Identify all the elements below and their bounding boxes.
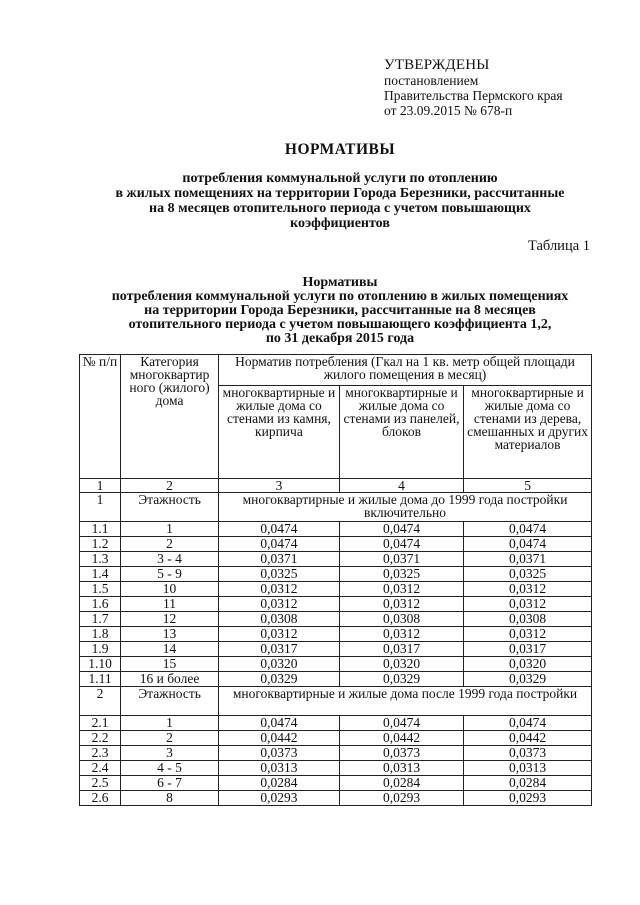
row-floors: 12	[121, 612, 219, 627]
table-row	[80, 567, 592, 582]
column-number: 2	[121, 479, 219, 493]
column-number: 4	[339, 479, 463, 493]
row-floors: 14	[121, 642, 219, 657]
row-no: 1.11	[80, 672, 121, 687]
value-stone: 0,0371	[219, 552, 340, 567]
row-floors: 4 - 5	[121, 761, 219, 776]
row-no: 2.2	[80, 731, 121, 746]
section-category: Этажность	[121, 687, 219, 716]
column-number: 3	[219, 479, 340, 493]
table-row	[80, 582, 592, 597]
value-panel: 0,0474	[339, 537, 463, 552]
header-norm: Норматив потребления (Гкал на 1 кв. метр общей площади жилого помещения в месяц)	[219, 355, 592, 386]
title-line: в жилых помещениях на территории Города Березники, рассчитанные	[115, 186, 565, 201]
value-panel: 0,0312	[339, 582, 463, 597]
row-no: 2.3	[80, 746, 121, 761]
title-line: коэффициентов	[290, 216, 390, 231]
section-row	[80, 687, 592, 716]
value-wood: 0,0308	[464, 612, 592, 627]
row-floors: 1	[121, 716, 219, 731]
value-panel: 0,0474	[339, 716, 463, 731]
row-floors: 1	[121, 522, 219, 537]
row-floors: 5 - 9	[121, 567, 219, 582]
row-floors: 3 - 4	[121, 552, 219, 567]
value-stone: 0,0293	[219, 791, 340, 806]
value-stone: 0,0284	[219, 776, 340, 791]
table-row	[80, 672, 592, 687]
value-wood: 0,0442	[464, 731, 592, 746]
row-floors: 2	[121, 731, 219, 746]
document-title	[40, 142, 640, 231]
approval-line: постановлением	[384, 73, 479, 88]
value-stone: 0,0474	[219, 716, 340, 731]
row-no: 1.3	[80, 552, 121, 567]
value-wood: 0,0325	[464, 567, 592, 582]
row-floors: 15	[121, 657, 219, 672]
value-wood: 0,0474	[464, 716, 592, 731]
value-stone: 0,0313	[219, 761, 340, 776]
section-row	[80, 493, 592, 522]
table-title-line: потребления коммунальной услуги по отоплению в жилых помещениях	[111, 289, 569, 304]
value-panel: 0,0320	[339, 657, 463, 672]
column-number: 5	[464, 479, 592, 493]
value-wood: 0,0312	[464, 597, 592, 612]
row-floors: 2	[121, 537, 219, 552]
table-row	[80, 552, 592, 567]
table-heading: Нормативы	[302, 275, 378, 290]
title-line: на 8 месяцев отопительного периода с учетом повышающих	[149, 201, 531, 216]
table-row	[80, 746, 592, 761]
value-wood: 0,0312	[464, 627, 592, 642]
row-floors: 13	[121, 627, 219, 642]
row-floors: 6 - 7	[121, 776, 219, 791]
value-stone: 0,0474	[219, 522, 340, 537]
value-wood: 0,0313	[464, 761, 592, 776]
value-panel: 0,0373	[339, 746, 463, 761]
value-wood: 0,0293	[464, 791, 592, 806]
value-wood: 0,0320	[464, 657, 592, 672]
norms-table	[79, 354, 592, 806]
value-wood: 0,0317	[464, 642, 592, 657]
table-row	[80, 597, 592, 612]
table-row	[80, 731, 592, 746]
table-row	[80, 776, 592, 791]
row-no: 1.4	[80, 567, 121, 582]
table-row	[80, 612, 592, 627]
section-description: многоквартирные и жилые дома после 1999 года постройки	[219, 687, 592, 716]
value-panel: 0,0313	[339, 761, 463, 776]
value-stone: 0,0308	[219, 612, 340, 627]
row-no: 1.9	[80, 642, 121, 657]
title-line: потребления коммунальной услуги по отоплению	[182, 171, 498, 186]
value-wood: 0,0373	[464, 746, 592, 761]
value-panel: 0,0293	[339, 791, 463, 806]
value-panel: 0,0284	[339, 776, 463, 791]
value-panel: 0,0474	[339, 522, 463, 537]
value-stone: 0,0312	[219, 597, 340, 612]
value-stone: 0,0329	[219, 672, 340, 687]
table-row	[80, 791, 592, 806]
value-panel: 0,0371	[339, 552, 463, 567]
value-stone: 0,0373	[219, 746, 340, 761]
table-title	[40, 276, 640, 346]
row-floors: 8	[121, 791, 219, 806]
table-label: Таблица 1	[528, 238, 591, 254]
header-no: № п/п	[80, 355, 121, 479]
approval-line: Правительства Пермского края	[384, 88, 563, 103]
value-stone: 0,0325	[219, 567, 340, 582]
table-row	[80, 522, 592, 537]
row-floors: 10	[121, 582, 219, 597]
section-no: 1	[80, 493, 121, 522]
value-wood: 0,0474	[464, 522, 592, 537]
value-wood: 0,0312	[464, 582, 592, 597]
row-no: 2.4	[80, 761, 121, 776]
column-number-row	[80, 479, 592, 493]
value-wood: 0,0329	[464, 672, 592, 687]
table-title-line: отопительного периода с учетом повышающего коэффициента 1,2,	[128, 317, 552, 332]
value-stone: 0,0442	[219, 731, 340, 746]
value-stone: 0,0320	[219, 657, 340, 672]
column-number: 1	[80, 479, 121, 493]
row-no: 1.5	[80, 582, 121, 597]
row-floors: 11	[121, 597, 219, 612]
header-stone: многоквартирные и жилые дома со стенами из камня, кирпича	[219, 386, 340, 479]
value-stone: 0,0312	[219, 627, 340, 642]
value-stone: 0,0312	[219, 582, 340, 597]
table-row	[80, 627, 592, 642]
row-no: 1.1	[80, 522, 121, 537]
section-category: Этажность	[121, 493, 219, 522]
table-row	[80, 716, 592, 731]
approval-date: от 23.09.2015 № 678-п	[384, 103, 513, 118]
section-description: многоквартирные и жилые дома до 1999 года постройки включительно	[219, 493, 592, 522]
approval-heading: УТВЕРЖДЕНЫ	[384, 57, 490, 73]
table-row	[80, 761, 592, 776]
value-panel: 0,0442	[339, 731, 463, 746]
value-stone: 0,0474	[219, 537, 340, 552]
row-no: 2.6	[80, 791, 121, 806]
value-panel: 0,0329	[339, 672, 463, 687]
value-panel: 0,0325	[339, 567, 463, 582]
table-row	[80, 657, 592, 672]
header-category: Категория многоквартир ного (жилого) дома	[121, 355, 219, 479]
row-floors: 16 и более	[121, 672, 219, 687]
row-floors: 3	[121, 746, 219, 761]
value-panel: 0,0308	[339, 612, 463, 627]
table-header-row	[80, 355, 592, 386]
section-no: 2	[80, 687, 121, 716]
approval-stamp	[384, 58, 563, 118]
row-no: 1.2	[80, 537, 121, 552]
row-no: 2.1	[80, 716, 121, 731]
value-panel: 0,0317	[339, 642, 463, 657]
row-no: 1.10	[80, 657, 121, 672]
value-wood: 0,0371	[464, 552, 592, 567]
value-stone: 0,0317	[219, 642, 340, 657]
header-panel: многоквартирные и жилые дома со стенами из панелей, блоков	[339, 386, 463, 479]
document-heading: НОРМАТИВЫ	[284, 141, 396, 158]
row-no: 1.6	[80, 597, 121, 612]
row-no: 1.7	[80, 612, 121, 627]
table-row	[80, 537, 592, 552]
table-title-line: на территории Города Березники, рассчитанные на 8 месяцев	[144, 303, 536, 318]
header-wood: многоквартирные и жилые дома со стенами из дерева, смешанных и других материалов	[464, 386, 592, 479]
table-title-line: по 31 декабря 2015 года	[265, 331, 415, 346]
row-no: 2.5	[80, 776, 121, 791]
table-row	[80, 642, 592, 657]
row-no: 1.8	[80, 627, 121, 642]
value-wood: 0,0284	[464, 776, 592, 791]
value-panel: 0,0312	[339, 597, 463, 612]
value-wood: 0,0474	[464, 537, 592, 552]
value-panel: 0,0312	[339, 627, 463, 642]
